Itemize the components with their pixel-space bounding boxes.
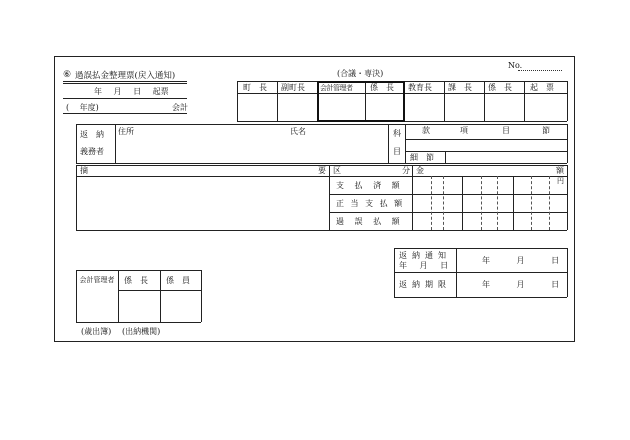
approval-col-treasurer: 会計管理者 [320, 84, 353, 92]
budget-left [388, 124, 389, 163]
return-box-bottom [394, 297, 567, 298]
detail-right [567, 165, 568, 230]
approval-col-deputy-mayor: 副町長 [281, 83, 305, 92]
treasurer-label-divider [118, 270, 119, 322]
approval-col-section-head: 課 長 [448, 83, 472, 92]
title-underline-2 [63, 83, 187, 84]
footer-expense-book: (歳出簿) [81, 327, 112, 336]
approval-col-line [444, 81, 445, 121]
approval-col-superintendent: 教育長 [408, 83, 432, 92]
return-notice-label: 返納通知 [399, 251, 451, 260]
treasurer-right [201, 270, 202, 322]
doc-number-line [518, 70, 562, 71]
row-proper-payment: 正 当 支 払 額 [336, 199, 403, 208]
fiscal-underline [63, 113, 187, 114]
digit-separator [431, 176, 432, 230]
approval-col-line [567, 81, 568, 121]
return-deadline-date: 年 月 日 [482, 280, 560, 289]
approval-col-line [237, 81, 238, 121]
digit-separator-solid [462, 176, 463, 230]
budget-side-divider [405, 124, 406, 163]
approval-col-line [277, 81, 278, 121]
date-underline [63, 98, 187, 99]
treasurer-top [76, 270, 201, 271]
summary-header-right: 要 [318, 166, 326, 175]
row-paid-amount: 支 払 済 額 [336, 181, 400, 190]
return-box-divider [456, 248, 457, 297]
treasurer-col-divider [160, 270, 161, 322]
amount-header-right: 額 [556, 166, 564, 175]
payee-label-1: 返 納 [80, 130, 104, 139]
detail-bottom [76, 230, 567, 231]
digit-separator [531, 176, 532, 230]
approval-col-line [524, 81, 525, 121]
name-label: 氏名 [290, 127, 306, 136]
detail-summary-divider [329, 165, 330, 230]
return-box-left [394, 248, 395, 297]
approval-col-chief: 係 長 [370, 83, 394, 92]
payee-left [76, 124, 77, 163]
treasurer-label: 会計管理者 [79, 276, 115, 284]
category-header-left: 区 [333, 166, 341, 175]
yen-unit: 円 [557, 177, 564, 185]
title-underline [63, 81, 187, 82]
budget-side-label-bottom: 目 [393, 147, 401, 156]
approval-col-chief-2: 係 長 [488, 83, 512, 92]
budget-side-label-top: 科 [393, 129, 401, 138]
detail-left [76, 165, 77, 230]
treasurer-col-chief: 係 長 [124, 276, 148, 285]
footer-disbursing-agency: (出納機関) [122, 327, 161, 336]
summary-header-left: 摘 [80, 166, 88, 175]
digit-separator-solid [513, 176, 514, 230]
approval-caption: (合議・専決) [337, 69, 384, 78]
title-number: ⑥ [63, 70, 72, 80]
approval-col-drafter: 起 票 [530, 83, 554, 92]
treasurer-col-staff: 係 員 [166, 276, 190, 285]
detail-header-bottom [76, 176, 567, 177]
budget-header-moku: 目 [502, 126, 510, 135]
budget-header-setsu: 節 [542, 126, 550, 135]
return-notice-date: 年 月 日 [482, 256, 560, 265]
digit-separator [549, 176, 550, 230]
approval-col-line [484, 81, 485, 121]
address-label: 住所 [118, 127, 134, 136]
payee-bottom [76, 163, 567, 164]
fiscal-year: ( 年度) [66, 103, 99, 112]
treasurer-bottom [76, 322, 201, 323]
amount-header-left: 金 [416, 166, 424, 175]
payee-label-2: 義務者 [80, 147, 104, 156]
budget-subsection-label: 細 節 [410, 153, 434, 162]
return-box-middle [394, 272, 567, 273]
form-title: 過誤払金整理票(戻入通知) [75, 71, 176, 81]
row-erroneous-payment: 過 誤 払 額 [336, 217, 400, 226]
return-box-top [394, 248, 567, 249]
budget-header-kan: 款 [422, 126, 430, 135]
budget-row-divider [405, 151, 567, 152]
budget-subsection-divider [445, 151, 446, 163]
date-issued-line: 年 月 日 起票 [94, 87, 169, 96]
treasurer-left [76, 270, 77, 322]
digit-separator [481, 176, 482, 230]
detail-category-divider [412, 165, 413, 230]
return-notice-label-2: 年 月 日 [399, 261, 449, 270]
return-box-right [567, 248, 568, 297]
return-deadline-label: 返納期限 [399, 280, 451, 289]
budget-right [567, 124, 568, 163]
digit-separator [497, 176, 498, 230]
category-header-right: 分 [402, 166, 410, 175]
digit-separator [443, 176, 444, 230]
approval-col-mayor: 町 長 [243, 83, 267, 92]
payee-top [76, 124, 567, 125]
payee-label-divider [115, 124, 116, 163]
doc-number-label: No. [508, 61, 523, 70]
account-label: 会計 [172, 103, 188, 112]
budget-header-bottom [405, 139, 567, 140]
budget-header-kou: 項 [460, 126, 468, 135]
